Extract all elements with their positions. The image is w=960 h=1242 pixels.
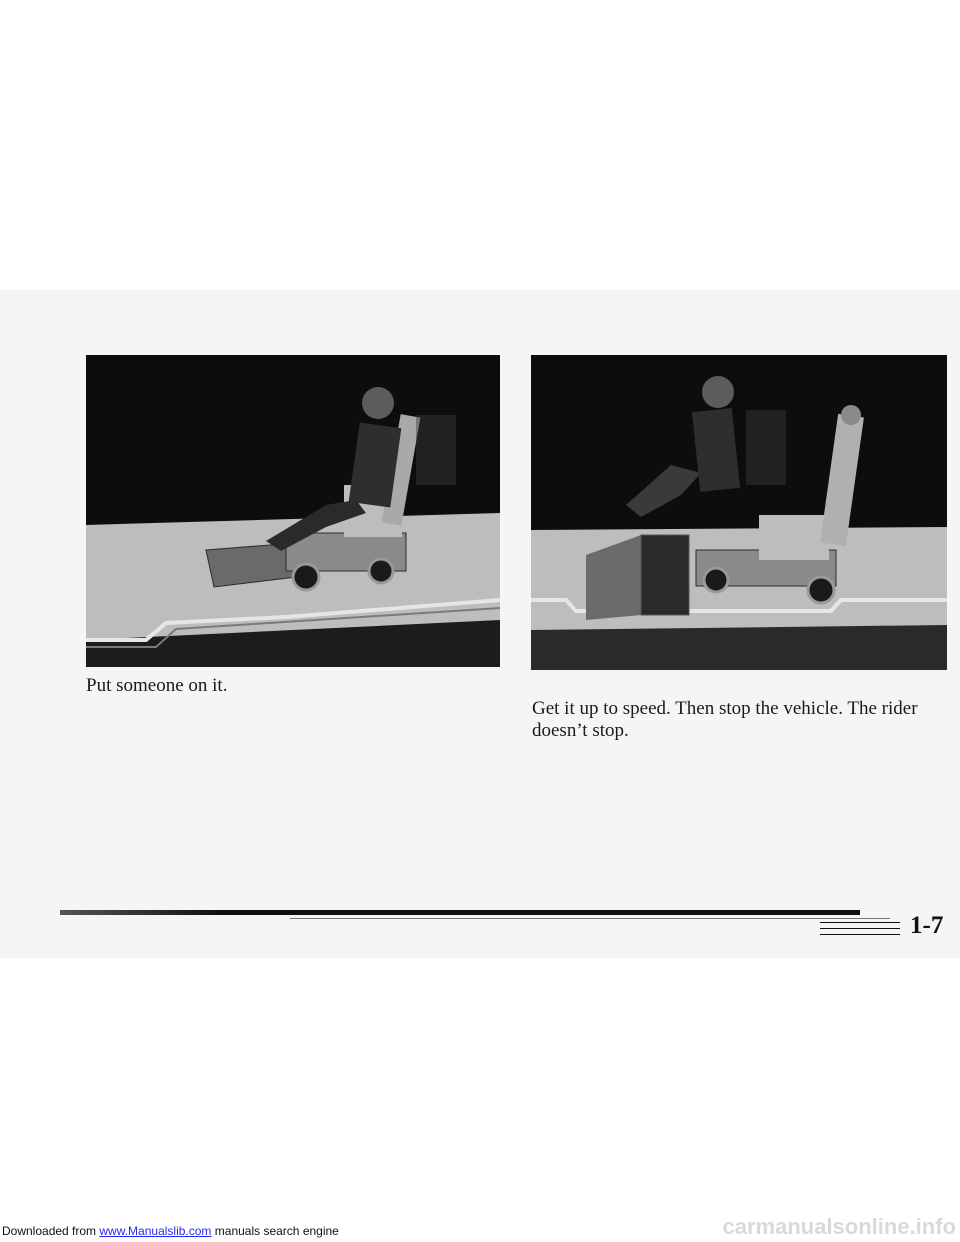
footer-rule bbox=[820, 922, 900, 923]
footer-suffix: manuals search engine bbox=[211, 1224, 339, 1238]
caption-right: Get it up to speed. Then stop the vehicle. The rider doesn’t stop. bbox=[532, 698, 918, 741]
watermark: carmanualsonline.info bbox=[722, 1214, 956, 1239]
footer-prefix: Downloaded from bbox=[2, 1224, 100, 1238]
manualslib-link[interactable]: www.Manualslib.com bbox=[99, 1224, 212, 1238]
page-number: 1-7 bbox=[910, 912, 944, 939]
footer-rule bbox=[820, 934, 900, 935]
caption-left: Put someone on it. bbox=[86, 675, 228, 696]
footer-rule bbox=[290, 918, 890, 919]
crash-test-sled-rider-thrown-forward-icon bbox=[531, 355, 947, 670]
download-footer bbox=[2, 1224, 339, 1238]
footer-rule-thick bbox=[60, 910, 860, 915]
footer-rule bbox=[820, 928, 900, 929]
crash-test-sled-rider-seated-icon bbox=[86, 355, 500, 667]
